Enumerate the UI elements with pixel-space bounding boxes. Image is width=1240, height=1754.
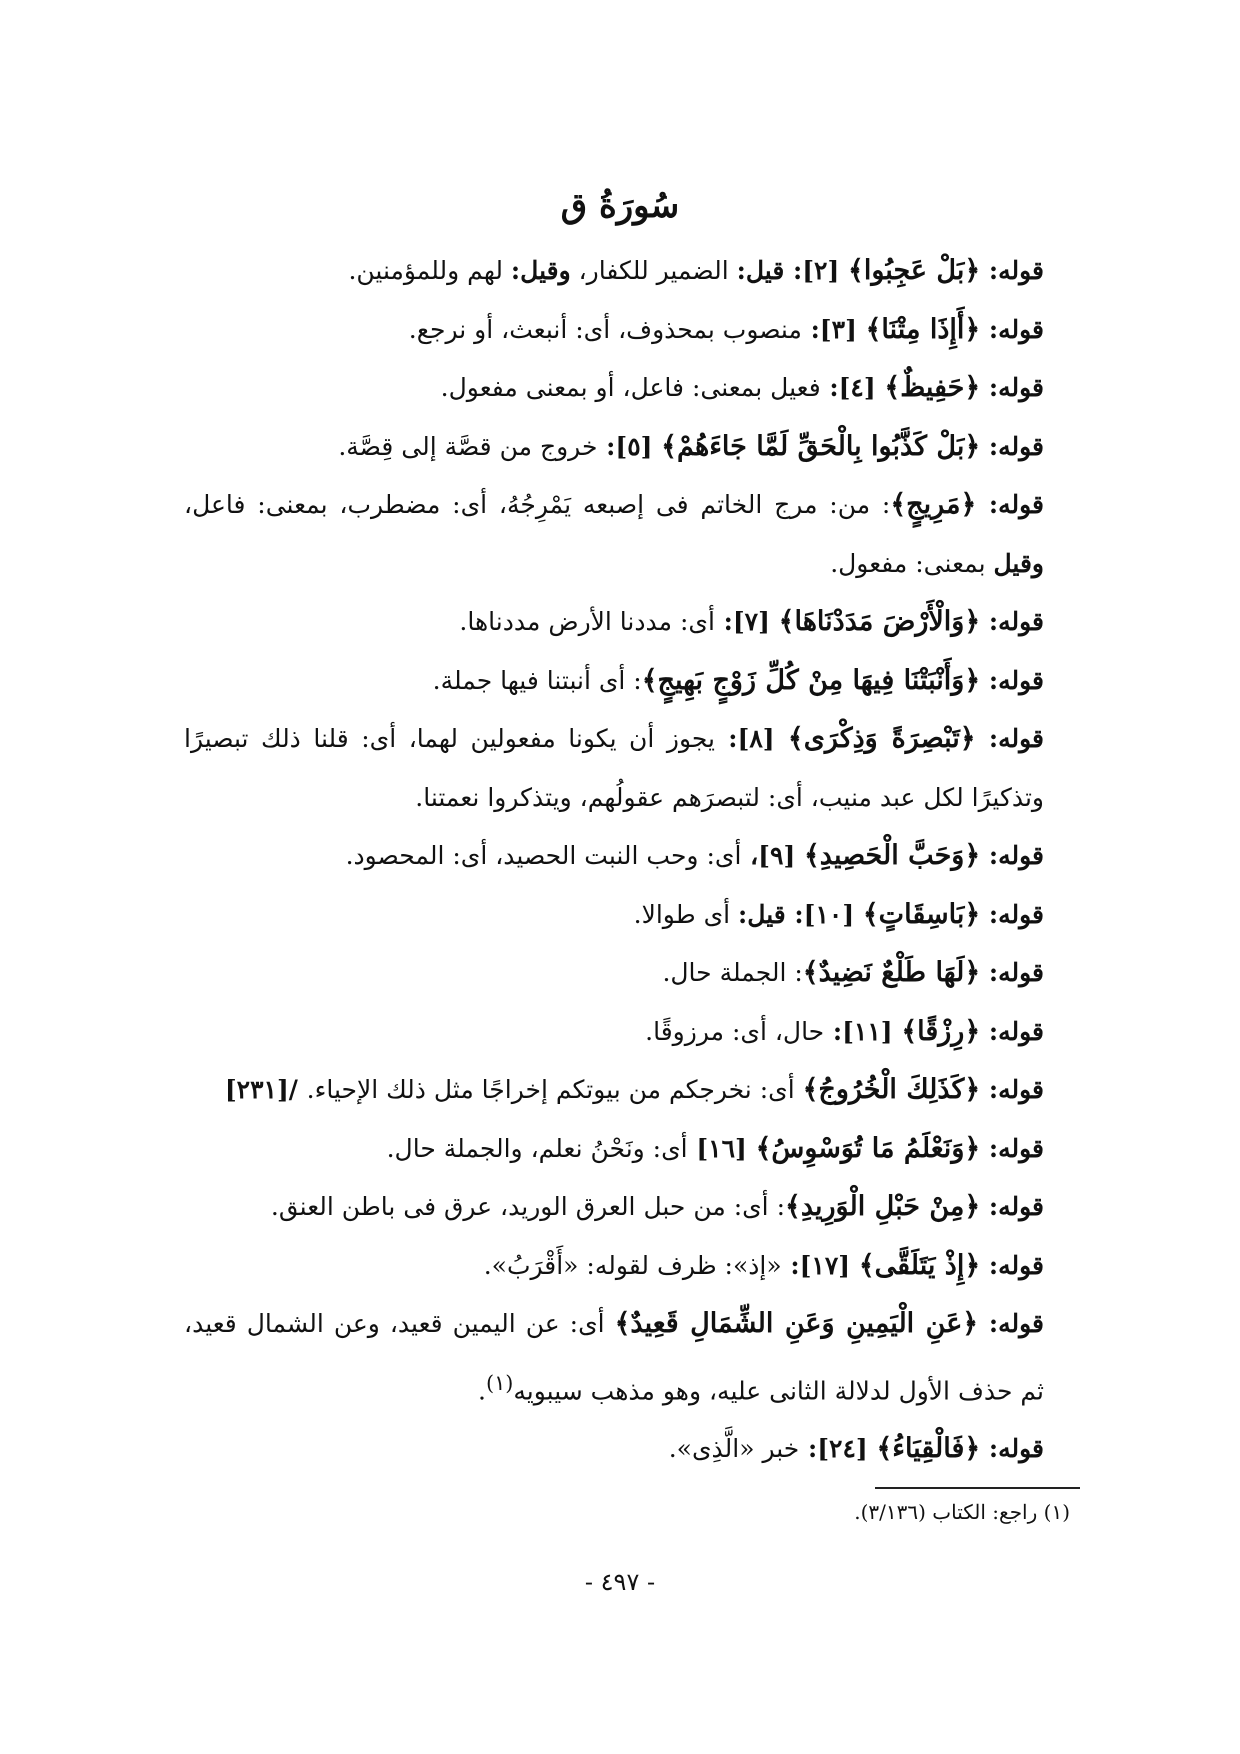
verse-reference: [٣]: [801, 314, 866, 344]
entry-label: قوله: [980, 431, 1044, 461]
commentary-entry [184, 301, 1044, 360]
explanation-text: أى: ونَحْنُ نعلم، والجملة حال. [386, 1133, 688, 1163]
explanation-text: خروج من قصَّة إلى قِصَّة. [338, 431, 598, 461]
quranic-phrase: ﴿كَذَلِكَ الْخُرُوجُ﴾ [802, 1074, 981, 1105]
quranic-phrase: ﴿بَلْ كَذَّبُوا بِالْحَقِّ لَمَّا جَاءَهُمْ﴾ [661, 430, 981, 462]
commentary-entry [184, 1295, 1044, 1420]
explanation-text: أى: وحب النبت الحصيد، أى: المحصود. [345, 841, 742, 870]
commentary-body [184, 242, 1044, 1479]
entry-label: قوله: [980, 1075, 1044, 1104]
commentary-entry [184, 710, 1044, 827]
commentary-entry [184, 1420, 1044, 1479]
quranic-phrase: ﴿بَاسِقَاتٍ﴾ [862, 898, 981, 930]
keyword: وقيل [993, 548, 1044, 578]
entry-label: قوله: [976, 490, 1044, 519]
entry-label: قوله: [978, 1309, 1044, 1338]
quranic-phrase: ﴿تَبْصِرَةً وَذِكْرَى﴾ [787, 723, 976, 754]
explanation-text: : الجملة حال. [662, 958, 803, 987]
explanation-text: الضمير للكفار، [570, 256, 737, 285]
footnote-marker: (١) [485, 1370, 514, 1395]
page-number: - ٤٩٧ - [584, 1568, 656, 1596]
entry-label: قوله: [980, 373, 1044, 402]
verse-reference: [١٦] [687, 1133, 756, 1163]
commentary-entry [184, 886, 1044, 945]
keyword: وقيل: [510, 256, 571, 285]
footnote-divider [875, 1487, 1080, 1489]
quranic-phrase: ﴿عَنِ الْيَمِينِ وَعَنِ الشِّمَالِ قَعِيدٌ﴾ [614, 1308, 979, 1339]
quranic-phrase: ﴿مِنْ حَبْلِ الْوَرِيدِ﴾ [785, 1191, 981, 1222]
verse-reference: [١٠]: [785, 899, 863, 929]
verse-reference: [٩]، [741, 841, 804, 870]
explanation-text: فعيل بمعنى: فاعل، أو بمعنى مفعول. [440, 373, 821, 402]
verse-reference: [٨]: [714, 724, 788, 753]
explanation-text: أى طوالا. [633, 899, 739, 929]
quranic-phrase: ﴿رِزْقًا﴾ [901, 1015, 981, 1047]
commentary-entry [184, 652, 1044, 711]
commentary-entry [184, 944, 1044, 1003]
explanation-text: : أى: من حبل العرق الوريد، عرق فى باطن العنق. [270, 1192, 786, 1221]
verse-reference: [٤]: [820, 373, 885, 402]
verse-reference: [١٧]: [781, 1250, 859, 1280]
quranic-phrase: ﴿أَإِذَا مِتْنَا﴾ [865, 313, 981, 345]
entry-label: قوله: [980, 899, 1044, 929]
explanation-text: خبر «الَّذِى». [668, 1434, 800, 1464]
entry-label: قوله: [980, 314, 1044, 344]
quranic-phrase: ﴿إِذْ يَتَلَقَّى﴾ [858, 1249, 981, 1281]
explanation-text: منصوب بمحذوف، أى: أنبعث، أو نرجع. [408, 314, 802, 344]
commentary-entry [184, 1061, 1044, 1120]
entry-label: قوله: [980, 1192, 1044, 1221]
verse-reference: [٢]: [784, 256, 849, 285]
quranic-phrase: ﴿وَنَعْلَمُ مَا تُوَسْوِسُ﴾ [755, 1132, 981, 1164]
keyword: قيل: [738, 899, 786, 929]
commentary-entry [184, 359, 1044, 418]
explanation-text: لهم وللمؤمنين. [348, 256, 511, 285]
commentary-entry [184, 1237, 1044, 1296]
commentary-entry [184, 242, 1044, 301]
quranic-phrase: ﴿وَالْأَرْضَ مَدَدْنَاهَا﴾ [778, 606, 981, 637]
commentary-entry [184, 1003, 1044, 1062]
entry-label: قوله: [980, 1250, 1044, 1280]
entry-label: قوله: [980, 958, 1044, 987]
explanation-text: . [477, 1375, 486, 1405]
quranic-phrase: ﴿وَأَنْبَتْنَا فِيهَا مِنْ كُلِّ زَوْجٍ بَهِيجٍ﴾ [641, 664, 981, 696]
commentary-entry [184, 1178, 1044, 1237]
entry-label: قوله: [980, 841, 1044, 870]
explanation-text: أى: مددنا الأرض مددناها. [459, 607, 715, 636]
explanation-text: : من: مرج الخاتم فى إصبعه يَمْرِجُهُ، أى: مضطرب، بمعنى: فاعل، [184, 490, 891, 519]
quranic-phrase: ﴿مَرِيجٍ﴾ [890, 489, 977, 520]
commentary-entry [184, 593, 1044, 652]
explanation-text: يجوز أن يكونا مفعولين لهما، أى: قلنا ذلك تبصيرًا وتذكيرًا لكل عبد منيب، أى: لتبصرَهم عقولُهم، ويتذكروا نعمتنا. [184, 724, 1044, 812]
explanation-text: أى: عن اليمين قعيد، وعن الشمال قعيد، ثم حذف الأول لدلالة الثانى عليه، وهو مذهب سيبويه [184, 1309, 1044, 1405]
verse-reference: [١١]: [824, 1016, 902, 1046]
commentary-entry [184, 1120, 1044, 1179]
verse-reference: [٢٤]: [799, 1434, 877, 1464]
surah-title: سُورَةُ ق [560, 186, 680, 226]
entry-label: قوله: [980, 607, 1044, 636]
explanation-text: حال، أى: مرزوقًا. [645, 1016, 825, 1046]
keyword: /[٢٣١] [224, 1075, 307, 1104]
quranic-phrase: ﴿لَهَا طَلْعٌ نَضِيدٌ﴾ [802, 957, 981, 988]
entry-label: قوله: [980, 1133, 1044, 1163]
entry-label: قوله: [980, 1434, 1044, 1464]
footnote: (١) راجع: الكتاب (٣/١٣٦). [854, 1500, 1070, 1524]
commentary-entry [184, 476, 1044, 593]
keyword: قيل: [736, 256, 785, 285]
verse-reference: [٥]: [597, 431, 662, 461]
quranic-phrase: ﴿فَالْقِيَاءُ﴾ [876, 1433, 981, 1465]
commentary-entry [184, 418, 1044, 477]
verse-reference: [٧]: [714, 607, 779, 636]
quranic-phrase: ﴿بَلْ عَجِبُوا﴾ [848, 255, 981, 286]
explanation-text: بمعنى: مفعول. [830, 548, 994, 578]
explanation-text: : أى أنبتنا فيها جملة. [432, 665, 642, 695]
explanation-text: «إذ»: ظرف لقوله: «أَقْرَبُ». [483, 1250, 782, 1280]
entry-label: قوله: [980, 1016, 1044, 1046]
explanation-text: أى: نخرجكم من بيوتكم إخراجًا مثل ذلك الإحياء. [306, 1075, 803, 1104]
entry-label: قوله: [980, 256, 1044, 285]
quranic-phrase: ﴿حَفِيظٌ﴾ [884, 372, 981, 403]
quranic-phrase: ﴿وَحَبَّ الْحَصِيدِ﴾ [803, 840, 981, 871]
entry-label: قوله: [975, 724, 1044, 753]
entry-label: قوله: [980, 665, 1044, 695]
commentary-entry [184, 827, 1044, 886]
